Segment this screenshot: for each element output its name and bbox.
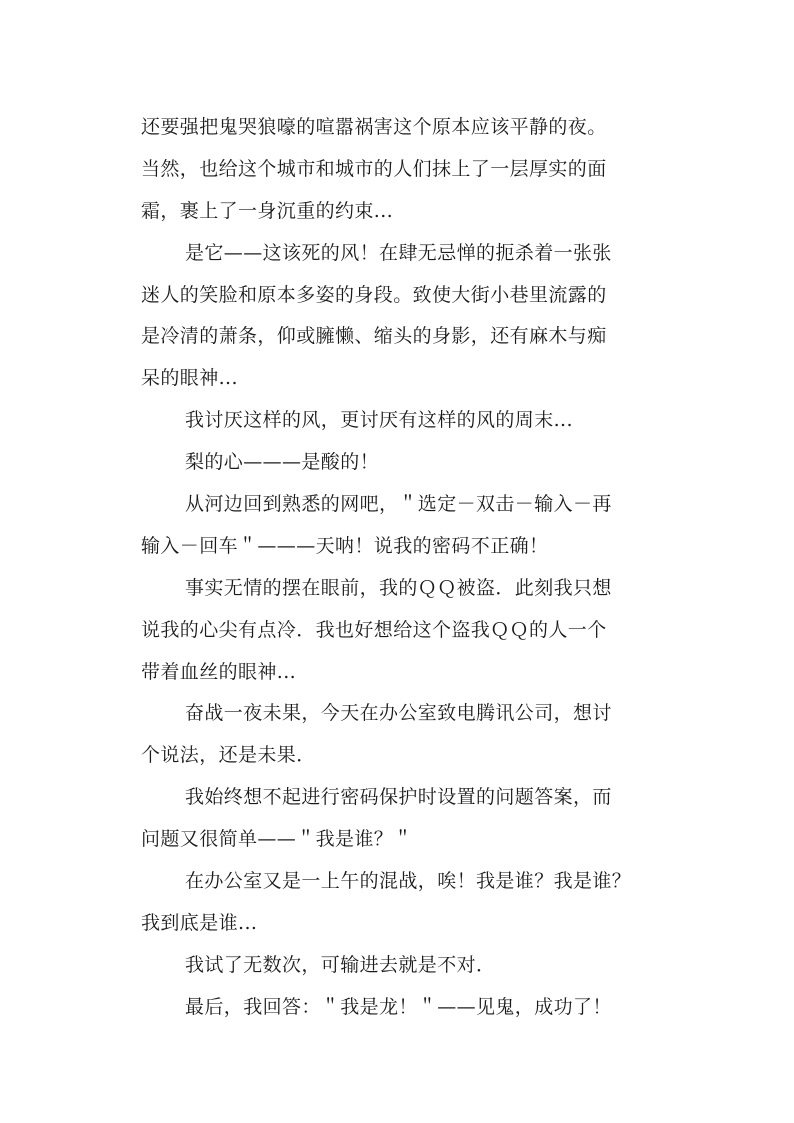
paragraph-start-line: 我试了无数次，可输进去就是不对． bbox=[185, 953, 496, 976]
text-line: 说我的心尖有点冷．我也好想给这个盗我ＱＱ的人一个 bbox=[141, 618, 607, 641]
paragraph-start-line: 梨的心———是酸的！ bbox=[185, 451, 380, 474]
paragraph-start-line: 我讨厌这样的风，更讨厌有这样的风的周末... bbox=[185, 409, 573, 432]
paragraph-start-line: 在办公室又是一上午的混战，唉！我是谁？我是谁？ bbox=[185, 870, 632, 893]
text-line: 带着血丝的眼神... bbox=[141, 660, 297, 683]
text-line: 当然，也给这个城市和城市的人们抹上了一层厚实的面 bbox=[141, 157, 607, 180]
paragraph-start-line: 奋战一夜未果，今天在办公室致电腾讯公司，想讨 bbox=[185, 702, 612, 725]
text-line: 还要强把鬼哭狼嚎的喧嚣祸害这个原本应该平静的夜。 bbox=[141, 116, 607, 138]
text-line: 我到底是谁... bbox=[141, 911, 258, 934]
text-line: 个说法，还是未果． bbox=[141, 744, 316, 767]
paragraph-start-line: 最后，我回答：＂我是龙！＂——见鬼，成功了！ bbox=[185, 995, 612, 1018]
text-line: 呆的眼神... bbox=[141, 367, 238, 390]
document-body bbox=[141, 107, 671, 1029]
text-line: 输入－回车＂———天呐！说我的密码不正确！ bbox=[141, 534, 549, 557]
paragraph-start-line: 我始终想不起进行密码保护时设置的问题答案，而 bbox=[185, 786, 612, 809]
paragraph-start-line: 从河边回到熟悉的网吧，＂选定－双击－输入－再 bbox=[185, 493, 612, 516]
text-line: 迷人的笑脸和原本多姿的身段。致使大街小巷里流露的 bbox=[141, 283, 607, 306]
text-line: 问题又很简单——＂我是谁？＂ bbox=[141, 828, 413, 851]
text-line: 是冷清的萧条，仰或臃懒、缩头的身影，还有麻木与痴 bbox=[141, 325, 607, 348]
paragraph-start-line: 是它——这该死的风！在肆无忌惮的扼杀着一张张 bbox=[185, 241, 612, 264]
text-line: 霜，裹上了一身沉重的约束... bbox=[141, 199, 394, 222]
paragraph-start-line: 事实无情的摆在眼前，我的ＱＱ被盗．此刻我只想 bbox=[185, 576, 612, 599]
